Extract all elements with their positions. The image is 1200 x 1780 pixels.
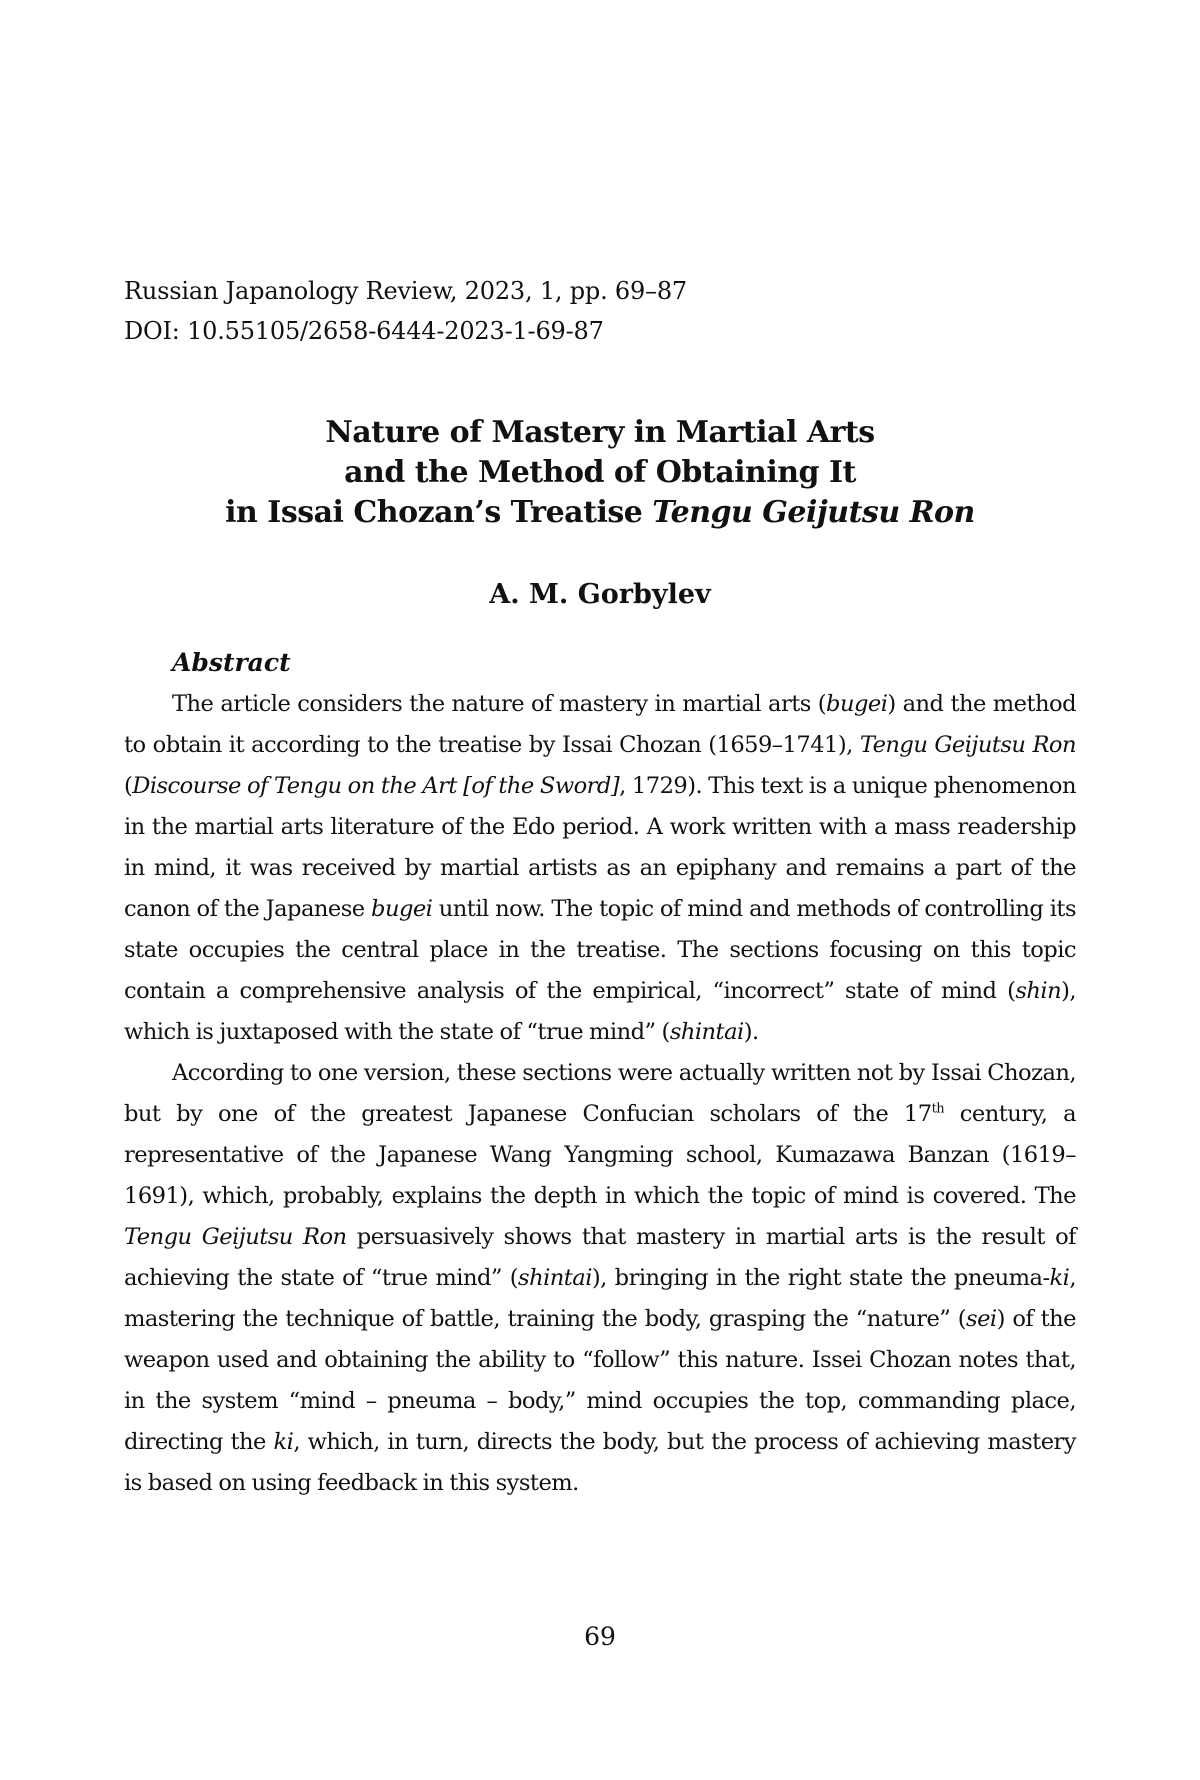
abstract-paragraph-1 [124,684,1076,1053]
italic-term: bugei [371,896,433,922]
page-number: 69 [584,1622,616,1651]
title-line-2: and the Method of Obtaining It [344,455,856,490]
text-run: century, a representative of the Japanese Wang Yangming school, Kumazawa Banzan (1619–1691), which, probably, explains the depth in which the topic of mind is covered. The [124,1101,1076,1209]
italic-term: shintai [518,1265,592,1291]
text-run: According to one version, these sections were actually written not by Issai Chozan, but by one of the greatest Japanese Confucian scholars of the 17 [124,1060,1076,1127]
abstract-heading: Abstract [172,648,291,677]
italic-term: shintai [669,1019,744,1045]
author-name: A. M. Gorbylev [489,579,711,610]
italic-term: Discourse of Tengu on the Art [of the Sword] [132,773,620,799]
text-run: ) and the method to obtain it according to the treatise by Issai Chozan (1659–1741), [124,691,1076,758]
text-run: The article considers the nature of mastery in martial arts ( [172,691,827,717]
article-title [124,413,1076,533]
doi-line: DOI: 10.55105/2658-6444-2023-1-69-87 [124,317,604,345]
journal-reference: Russian Japanology Review, 2023, 1, pp. 69–87 [124,277,688,305]
italic-term: bugei [826,691,888,717]
italic-term: sei [966,1306,997,1332]
text-run: ). [743,1019,759,1045]
text-run: until now. The topic of mind and methods of controlling its state occupies the central place in the treatise. The sections focusing on this topic contain a comprehensive analysis of the empirical, “incorrect” state of mind ( [124,896,1076,1004]
text-run: ), bringing in the right state the pneuma- [591,1265,1050,1291]
title-line-3 [124,493,1076,533]
text-run: , mastering the technique of battle, training the body, grasping the “nature” ( [124,1265,1076,1332]
abstract-paragraph-2 [124,1053,1076,1504]
text-run: , 1729). This text is a unique phenomenon in the martial arts literature of the Edo period. A work written with a mass readership in mind, it was received by martial artists as an epiphany and remains a part of the canon of the Japanese [124,773,1076,922]
italic-term: Tengu Geijutsu Ron [859,732,1076,758]
italic-term: shin [1015,978,1062,1004]
italic-term: Tengu Geijutsu Ron [124,1224,347,1250]
text-run: , which, in turn, directs the body, but the process of achieving mastery is based on using feedback in this system. [124,1429,1076,1496]
text-run: ( [124,773,133,799]
title-line-3-text: in Issai Chozan’s Treatise [225,495,653,530]
superscript: th [931,1101,945,1117]
italic-term: ki [273,1429,294,1455]
abstract-body [124,684,1076,1504]
title-treatise-name: Tengu Geijutsu Ron [652,495,975,530]
text-run: ), which is juxtaposed with the state of “true mind” ( [124,978,1076,1045]
italic-term: ki [1049,1265,1070,1291]
text-run: ) of the weapon used and obtaining the ability to “follow” this nature. Issei Chozan notes that, in the system “mind – pneuma – body,” mind occupies the top, commanding place, directing the [124,1306,1076,1455]
title-line-1: Nature of Mastery in Martial Arts [325,415,875,450]
text-run: persuasively shows that mastery in martial arts is the result of achieving the state of “true mind” ( [124,1224,1076,1291]
